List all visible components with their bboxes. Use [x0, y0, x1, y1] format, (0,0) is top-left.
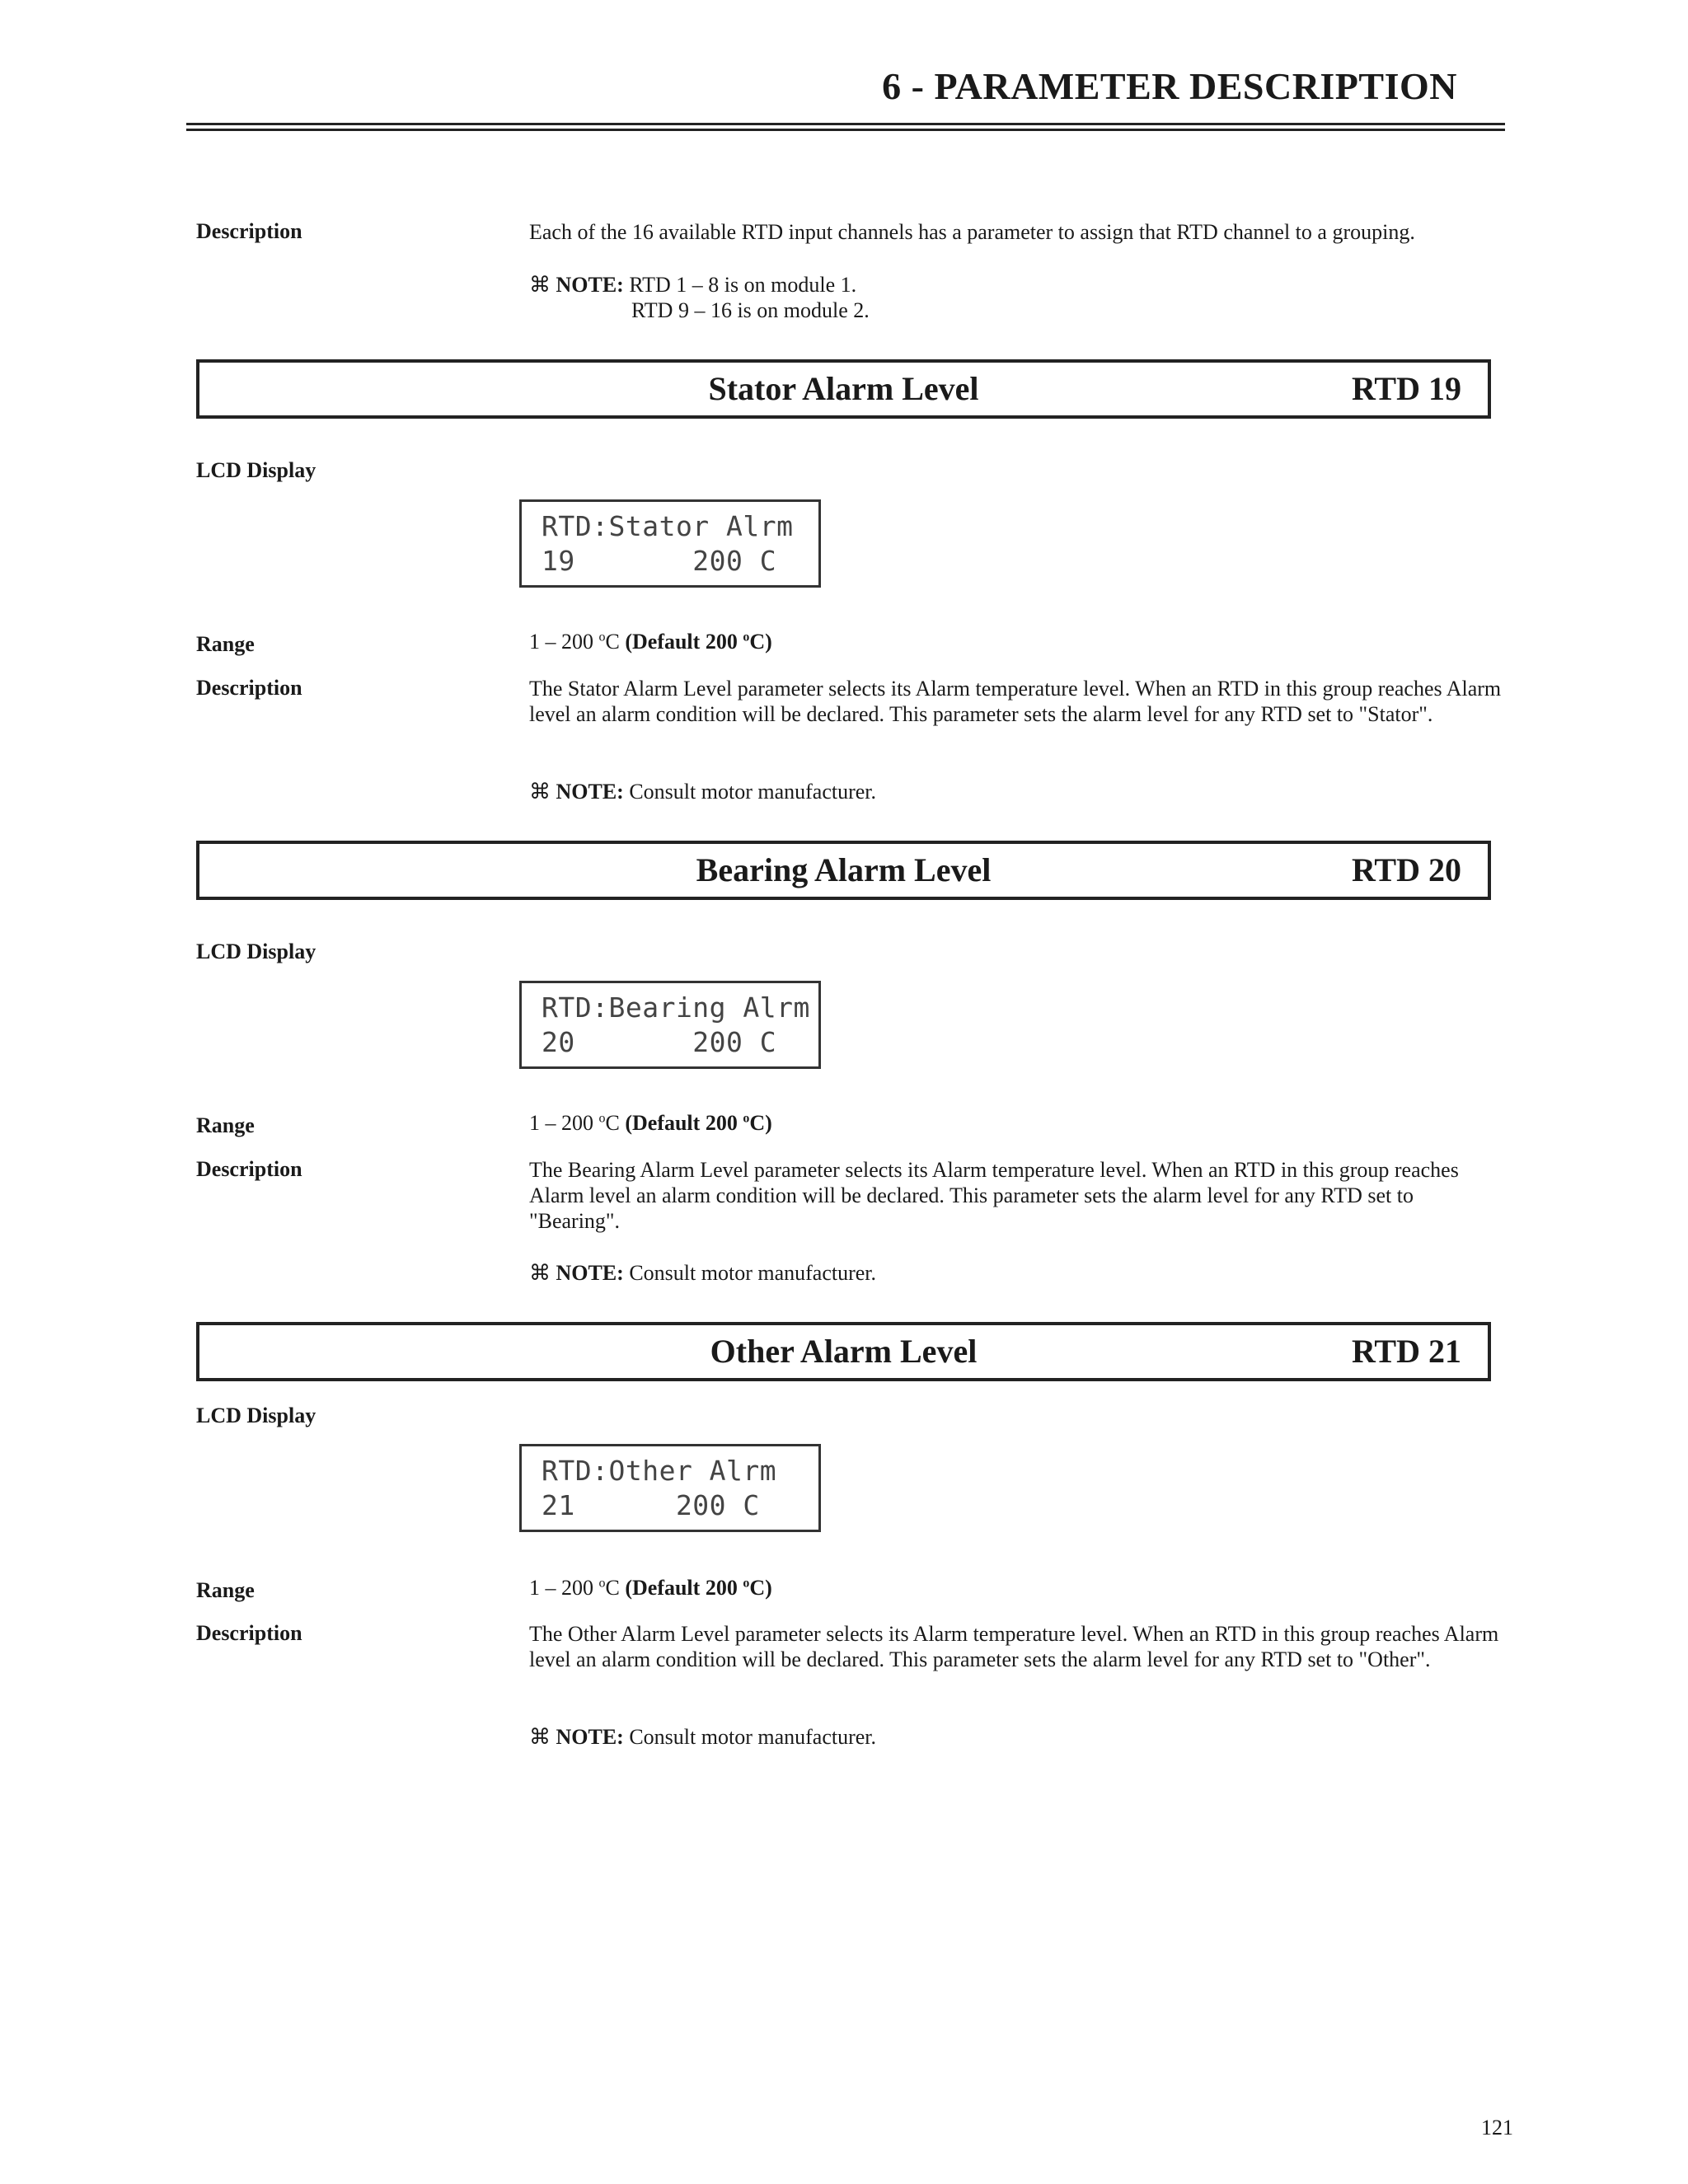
lcd-display-label: LCD Display [196, 940, 316, 963]
lcd-display-bearing [519, 981, 821, 1069]
intro-note-continued: RTD 9 – 16 is on module 2. [631, 298, 870, 322]
lcd-line-1: RTD:Other Alrm [542, 1455, 777, 1487]
description-label: Description [196, 1621, 302, 1645]
note-text: Consult motor manufacturer. [629, 780, 877, 804]
section-code: RTD 21 [1351, 1333, 1461, 1370]
note-text: Consult motor manufacturer. [629, 1725, 877, 1749]
description-text-stator: The Stator Alarm Level parameter selects its Alarm temperature level. When an RTD in this group reaches Alarm level an alarm condition will be declared. This parameter sets the alarm level for any RTD set to "Stator". [529, 677, 1502, 726]
section-title: Stator Alarm Level [708, 370, 979, 407]
note-label: NOTE: [556, 1261, 624, 1285]
lcd-line-2: 20 200 C [542, 1026, 777, 1058]
range-label: Range [196, 632, 255, 656]
note-other [529, 1724, 876, 1750]
header-rule-bottom [186, 129, 1505, 131]
note-label: NOTE: [556, 273, 624, 297]
lcd-display-label: LCD Display [196, 1404, 316, 1427]
lcd-line-1: RTD:Stator Alrm [542, 510, 794, 542]
note-label: NOTE: [556, 780, 624, 804]
note-text: Consult motor manufacturer. [629, 1261, 877, 1285]
intro-description-label: Description [196, 219, 302, 243]
lcd-display-label: LCD Display [196, 458, 316, 482]
lcd-line-1: RTD:Bearing Alrm [542, 991, 810, 1024]
description-label: Description [196, 676, 302, 700]
section-header-stator [196, 359, 1491, 419]
note-text: RTD 1 – 8 is on module 1. [629, 273, 857, 297]
lcd-display-stator [519, 499, 821, 588]
intro-description-text: Each of the 16 available RTD input channels has a parameter to assign that RTD channel to a grouping. [529, 220, 1415, 244]
description-text-bearing: The Bearing Alarm Level parameter selects its Alarm temperature level. When an RTD in this group reaches Alarm level an alarm condition will be declared. This parameter sets the alarm level for any RTD set to "Bearing". [529, 1158, 1459, 1233]
note-icon: ⌘ [529, 273, 551, 297]
section-header-other [196, 1322, 1491, 1381]
description-label: Description [196, 1157, 302, 1181]
intro-note [529, 272, 856, 298]
range-value-bearing: 1 – 200 $^o$C (Default 200 $^o$C) [529, 1111, 772, 1135]
description-text-other: The Other Alarm Level parameter selects its Alarm temperature level. When an RTD in this group reaches Alarm level an alarm condition will be declared. This parameter sets the alarm level for any RTD set to "Other". [529, 1622, 1499, 1671]
note-bearing [529, 1260, 876, 1286]
note-icon: ⌘ [529, 780, 551, 804]
note-label: NOTE: [556, 1725, 624, 1749]
range-label: Range [196, 1113, 255, 1137]
range-label: Range [196, 1578, 255, 1602]
section-header-bearing [196, 841, 1491, 900]
lcd-display-other [519, 1444, 821, 1532]
note-icon: ⌘ [529, 1261, 551, 1285]
section-code: RTD 20 [1351, 851, 1461, 888]
range-value-stator: 1 – 200 $^o$C (Default 200 $^o$C) [529, 630, 772, 654]
note-icon: ⌘ [529, 1725, 551, 1749]
lcd-line-2: 21 200 C [542, 1489, 760, 1521]
page-title: 6 - PARAMETER DESCRIPTION [882, 65, 1457, 107]
section-code: RTD 19 [1351, 370, 1461, 407]
note-stator [529, 779, 876, 804]
lcd-line-2: 19 200 C [542, 545, 777, 577]
section-title: Bearing Alarm Level [696, 851, 992, 888]
section-title: Other Alarm Level [710, 1333, 978, 1370]
page-number: 121 [1481, 2116, 1513, 2139]
range-value-other: 1 – 200 $^o$C (Default 200 $^o$C) [529, 1576, 772, 1600]
header-rule-top [186, 123, 1505, 125]
